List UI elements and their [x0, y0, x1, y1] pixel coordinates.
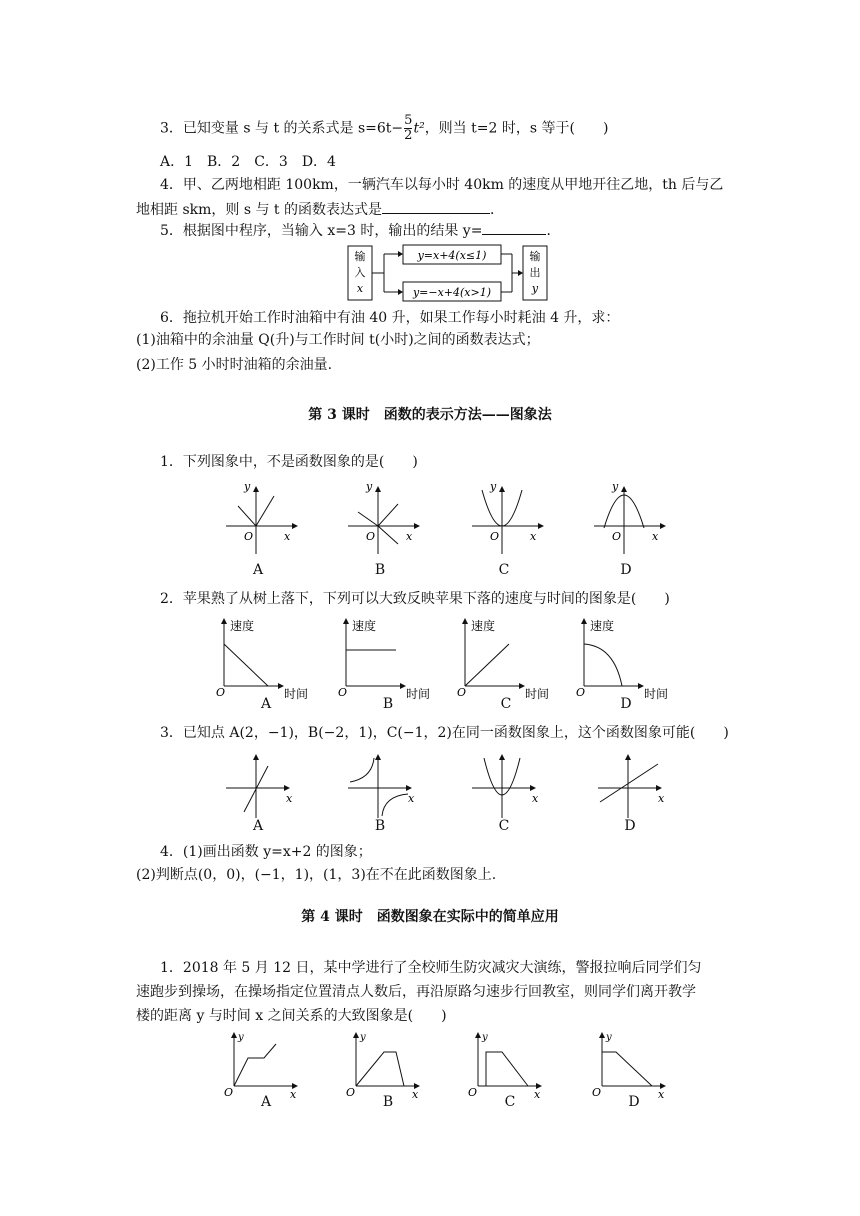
- program-flowchart: [340, 244, 540, 302]
- svg-text:速度: 速度: [471, 619, 496, 633]
- option-label-c: C: [504, 1094, 516, 1110]
- question-4-line-2: 地相距 skm，则 s 与 t 的函数表达式是 ．: [136, 199, 504, 220]
- s3-question-3: 3．已知点 A(2，−1)，B(−2，1)，C(−1，2)在同一函数图象上，这个函数图象可能( ): [160, 725, 729, 741]
- s3-question-1: 1．下列图象中，不是函数图象的是( ): [160, 454, 418, 470]
- svg-text:O: O: [244, 530, 254, 543]
- s3-question-2: 2．苹果熟了从树上落下，下列可以大致反映苹果下落的速度与时间的图象是( ): [160, 591, 670, 607]
- answer-blank: [382, 199, 490, 214]
- svg-text:O: O: [366, 530, 376, 543]
- svg-text:O: O: [216, 686, 226, 699]
- svg-text:y: y: [606, 1032, 612, 1043]
- s3q2-graph-c: [455, 616, 555, 700]
- svg-text:x: x: [408, 792, 415, 805]
- option-label-b: B: [374, 818, 386, 834]
- s3q3-graph-a: [222, 752, 302, 822]
- s3q3-graph-d: [594, 752, 674, 822]
- answer-blank: [482, 220, 546, 235]
- svg-text:x: x: [286, 792, 293, 805]
- s4q1-graph-a: [220, 1030, 310, 1100]
- svg-text:O: O: [346, 1086, 356, 1099]
- option-label-a: A: [260, 1094, 272, 1110]
- s3q3-graph-b: [344, 752, 424, 822]
- svg-text:y: y: [482, 1032, 488, 1043]
- svg-text:y=x+4(x≤1): y=x+4(x≤1): [417, 249, 487, 262]
- svg-text:x: x: [356, 282, 364, 295]
- svg-text:x: x: [406, 530, 413, 543]
- option-label-a: A: [260, 696, 272, 712]
- svg-text:输: 输: [529, 250, 541, 263]
- s4q1-graph-d: [588, 1030, 678, 1100]
- s3q2-graph-a: [214, 616, 314, 700]
- svg-text:y: y: [366, 480, 373, 493]
- option-label-b: B: [382, 696, 394, 712]
- s3q3-graph-c: [468, 752, 548, 822]
- s3q1-graph-a: [222, 482, 302, 562]
- svg-text:时间: 时间: [644, 687, 669, 701]
- option-label-a: A: [252, 562, 264, 578]
- option-label-d: D: [620, 562, 632, 578]
- question-5: 5．根据图中程序，当输入 x=3 时，输出的结果 y= ．: [160, 220, 560, 241]
- svg-text:速度: 速度: [590, 619, 615, 633]
- svg-text:时间: 时间: [406, 687, 431, 701]
- option-label-c: C: [498, 818, 510, 834]
- svg-text:O: O: [612, 530, 622, 543]
- svg-text:O: O: [468, 1086, 478, 1099]
- section-3-title: 第 3 课时 函数的表示方法——图象法: [308, 407, 552, 423]
- option-label-d: D: [624, 818, 636, 834]
- svg-text:x: x: [658, 792, 665, 805]
- svg-text:x: x: [652, 530, 659, 543]
- s3-question-4-line-2: (2)判断点(0，0)，(−1，1)，(1，3)在不在此函数图象上.: [136, 867, 497, 883]
- question-6-line-2: (1)油箱中的余油量 Q(升)与工作时间 t(小时)之间的函数表达式；: [136, 332, 540, 348]
- svg-text:x: x: [290, 1088, 297, 1101]
- s4-question-1-line-1: 1．2018 年 5 月 12 日，某中学进行了全校师生防灾减灾大演练，警报拉响后同学们匀: [160, 960, 702, 976]
- section-4-title: 第 4 课时 函数图象在实际中的简单应用: [301, 909, 559, 925]
- svg-text:出: 出: [529, 266, 541, 279]
- svg-text:x: x: [658, 1088, 665, 1101]
- svg-text:O: O: [338, 686, 348, 699]
- s4q1-graph-c: [464, 1030, 554, 1100]
- svg-text:x: x: [530, 530, 537, 543]
- question-6-line-3: (2)工作 5 小时时油箱的余油量.: [136, 357, 333, 373]
- svg-text:O: O: [224, 1086, 234, 1099]
- s3q1-graph-d: [590, 482, 670, 562]
- s3q2-graph-b: [336, 616, 436, 700]
- svg-text:x: x: [412, 1088, 419, 1101]
- option-label-b: B: [374, 562, 386, 578]
- option-label-a: A: [252, 818, 264, 834]
- svg-text:O: O: [490, 530, 500, 543]
- svg-text:O: O: [592, 1086, 602, 1099]
- svg-text:y: y: [612, 480, 619, 493]
- svg-text:速度: 速度: [230, 619, 255, 633]
- svg-text:速度: 速度: [352, 619, 377, 633]
- question-3: 3．已知变量 s 与 t 的关系式是 s=6t− $\frac{5}{2}$ t²，则当 t=2 时，s 等于( ): [160, 113, 609, 143]
- option-label-d: D: [620, 696, 632, 712]
- option-label-b: B: [382, 1094, 394, 1110]
- svg-text:y: y: [244, 480, 251, 493]
- option-label-c: C: [500, 696, 512, 712]
- option-label-c: C: [498, 562, 510, 578]
- s3q1-graph-b: [344, 482, 424, 562]
- question-6-line-1: 6．拖拉机开始工作时油箱中有油 40 升，如果工作每小时耗油 4 升，求：: [160, 310, 620, 326]
- s4q1-graph-b: [342, 1030, 432, 1100]
- s3-question-4-line-1: 4．(1)画出函数 y=x+2 的图象；: [160, 844, 372, 860]
- svg-text:y: y: [490, 480, 497, 493]
- svg-text:y: y: [238, 1032, 244, 1043]
- svg-text:y: y: [531, 282, 539, 295]
- svg-text:y: y: [360, 1032, 366, 1043]
- svg-text:y=−x+4(x>1): y=−x+4(x>1): [412, 286, 492, 299]
- question-4-line-1: 4．甲、乙两地相距 100km，一辆汽车以每小时 40km 的速度从甲地开往乙地，th 后与乙: [160, 177, 724, 193]
- svg-text:O: O: [457, 686, 467, 699]
- svg-text:O: O: [576, 686, 586, 699]
- svg-text:入: 入: [354, 266, 366, 279]
- svg-text:时间: 时间: [284, 687, 309, 701]
- svg-text:输: 输: [354, 250, 366, 263]
- s4-question-1-line-3: 楼的距离 y 与时间 x 之间关系的大致图象是( ): [136, 1008, 447, 1024]
- s3q2-graph-d: [574, 616, 674, 700]
- s4-question-1-line-2: 速跑步到操场，在操场指定位置清点人数后，再沿原路匀速步行回教室，则同学们离开教学: [136, 984, 696, 1000]
- svg-text:x: x: [284, 530, 291, 543]
- svg-text:x: x: [534, 1088, 541, 1101]
- svg-text:x: x: [532, 792, 539, 805]
- question-3-options: A．1 B．2 C．3 D．4: [160, 154, 336, 170]
- s3q1-graph-c: [468, 482, 548, 562]
- option-label-d: D: [628, 1094, 640, 1110]
- svg-text:时间: 时间: [525, 687, 550, 701]
